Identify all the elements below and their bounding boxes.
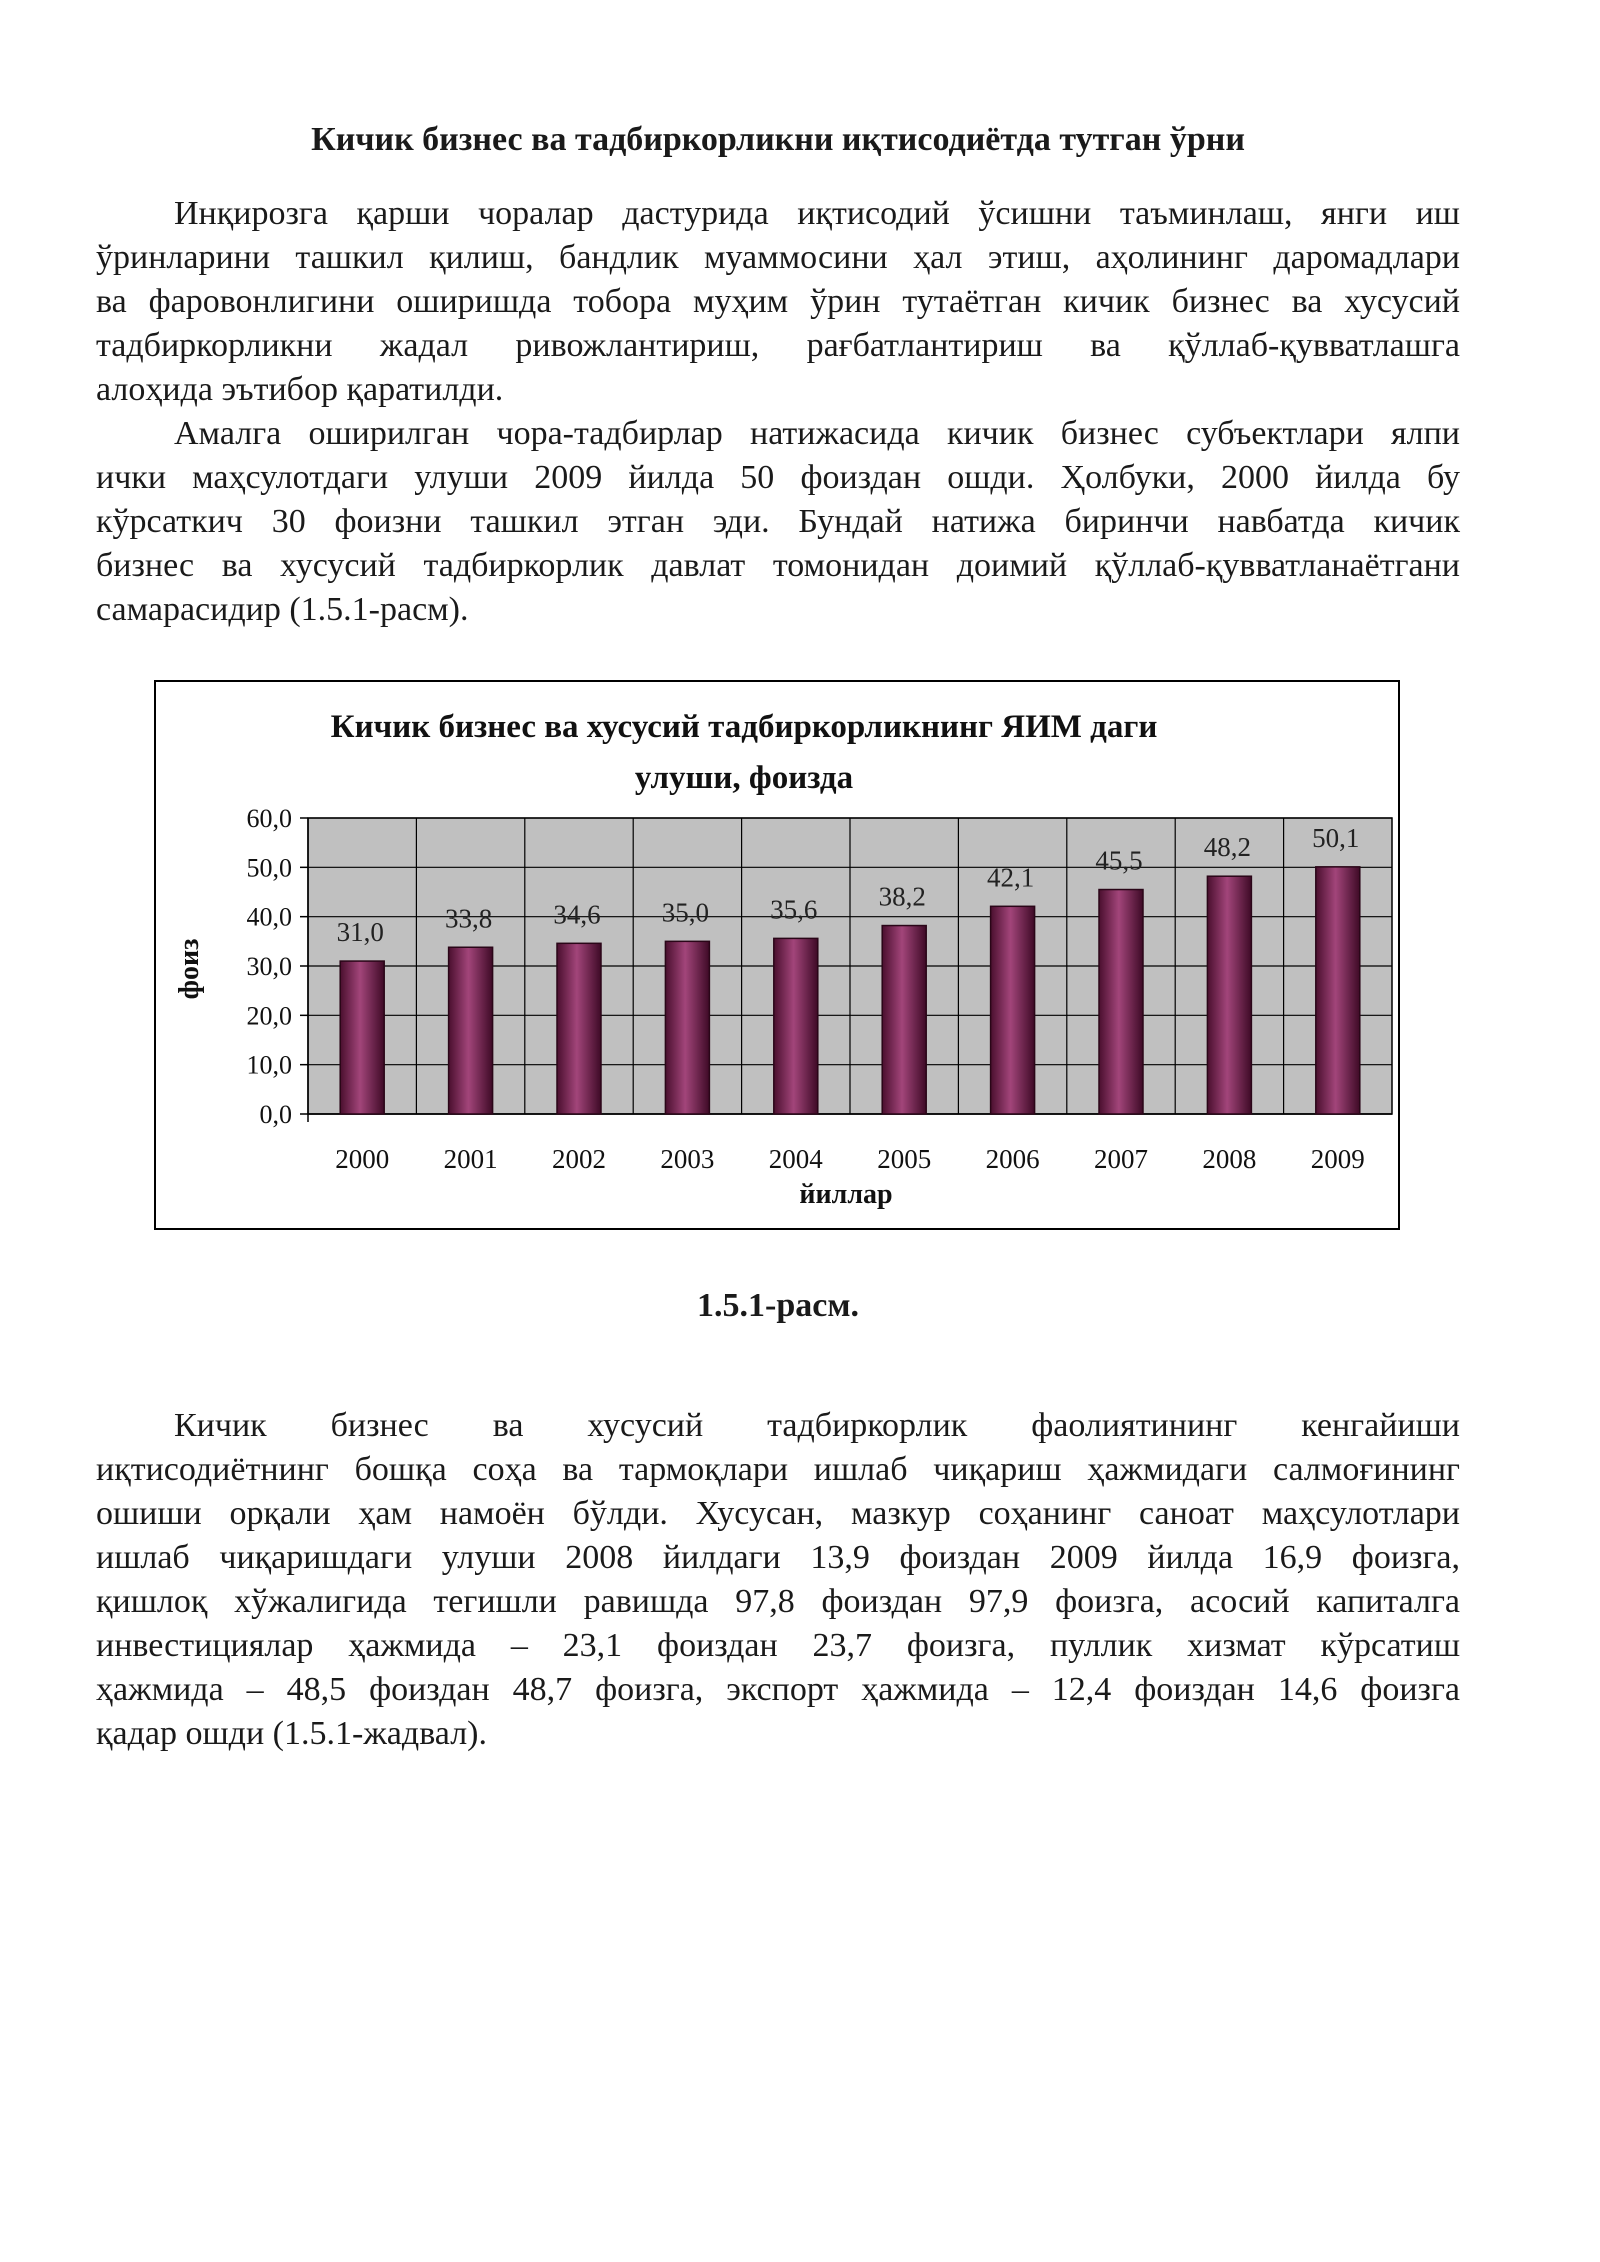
x-tick-label: 2000 [335,1144,390,1174]
y-tick-label: 60,0 [246,804,292,833]
chart-title-line-1: Кичик бизнес ва хусусий тадбиркорликнинг ЯИМ даги [330,709,1158,745]
y-tick-label: 40,0 [246,902,292,932]
bar [991,906,1035,1114]
x-tick-label: 2005 [877,1144,932,1174]
data-label: 33,8 [444,903,493,934]
bar [882,926,926,1114]
paragraph-line: кўрсаткич 30 фоизни ташкил этган эди. Бундай натижа биринчи навбатда кичик [96,503,1460,540]
paragraph-1 [96,192,1460,412]
x-tick-label: 2007 [1094,1144,1148,1174]
x-tick-label: 2002 [552,1144,606,1174]
paragraph-line: инвестициялар ҳажмида – 23,1 фоиздан 23,7 фоизга, пуллик хизмат кўрсатиш [96,1627,1460,1664]
paragraph-3 [96,1404,1460,1756]
paragraph-line: тадбиркорликни жадал ривожлантириш, рағбатлантириш ва қўллаб-қувватлашга [96,327,1460,364]
data-label: 31,0 [336,917,384,948]
paragraph-line: ички маҳсулотдаги улуши 2009 йилда 50 фоиздан ошди. Ҳолбуки, 2000 йилда бу [96,459,1460,496]
bar [665,941,709,1114]
bar [1316,867,1360,1114]
paragraph-line: иқтисодиётнинг бошқа соҳа ва тармоқлари ишлаб чиқариш ҳажмидаги салмоғининг [96,1451,1460,1488]
paragraph-line: Амалга оширилган чора-тадбирлар натижасида кичик бизнес субъектлари ялпи [174,415,1460,452]
data-label: 42,1 [986,862,1035,893]
chart-title-line-2: улуши, фоизда [634,760,854,796]
x-tick-label: 2001 [443,1144,498,1174]
bar [449,947,493,1114]
bar [1207,876,1251,1114]
chart-frame [154,680,1400,1230]
paragraph-line: Кичик бизнес ва хусусий тадбиркорлик фаолиятининг кенгайиши [174,1407,1460,1444]
y-tick-label: 50,0 [246,853,292,883]
data-label: 48,2 [1203,832,1252,863]
page-title: Кичик бизнес ва тадбиркорликни иқтисодиётда тутган ўрни [311,121,1245,158]
bar [1099,890,1143,1114]
data-label: 35,0 [661,897,710,928]
paragraph-line: Инқирозга қарши чоралар дастурида иқтисодий ўсишни таъминлаш, янги иш [174,195,1460,232]
paragraph-2 [96,412,1460,632]
x-tick-label: 2008 [1202,1144,1257,1174]
paragraph-line: самарасидир (1.5.1-расм). [96,591,469,628]
paragraph-line: қадар ошди (1.5.1-жадвал). [96,1715,487,1752]
paragraph-line: алоҳида эътибор қаратилди. [96,371,504,408]
bar [557,943,601,1114]
bar [774,938,818,1114]
y-tick-label: 10,0 [246,1050,292,1080]
x-tick-label: 2009 [1310,1144,1365,1174]
paragraph-line: ўринларини ташкил қилиш, бандлик муаммосини ҳал этиш, аҳолининг даромадлари [96,239,1460,276]
x-tick-label: 2004 [768,1144,823,1174]
y-axis-label: фоиз [174,938,205,1000]
paragraph-line: бизнес ва хусусий тадбиркорлик давлат томонидан доимий қўллаб-қувватланаётгани [96,547,1460,584]
figure-caption: 1.5.1-расм. [697,1287,859,1324]
x-tick-label: 2003 [660,1144,715,1174]
paragraph-line: ишлаб чиқаришдаги улуши 2008 йилдаги 13,9 фоиздан 2009 йилда 16,9 фоизга, [96,1539,1460,1576]
bar-chart [156,682,1398,1228]
bar [340,961,384,1114]
x-axis-label: йиллар [799,1179,893,1210]
data-label: 50,1 [1312,822,1360,853]
y-tick-label: 0,0 [259,1100,292,1129]
y-tick-label: 20,0 [246,1001,292,1031]
paragraph-line: ошиши орқали ҳам намоён бўлди. Хусусан, мазкур соҳанинг саноат маҳсулотлари [96,1495,1460,1532]
data-label: 45,5 [1095,845,1143,876]
y-tick-label: 30,0 [246,952,292,981]
data-label: 35,6 [770,894,818,925]
paragraph-line: ҳажмида – 48,5 фоиздан 48,7 фоизга, экспорт ҳажмида – 12,4 фоиздан 14,6 фоизга [96,1671,1460,1708]
data-label: 38,2 [878,881,926,912]
paragraph-line: қишлоқ хўжалигида тегишли равишда 97,8 фоиздан 97,9 фоизга, асосий капиталга [96,1583,1460,1620]
x-tick-label: 2006 [985,1144,1040,1174]
paragraph-line: ва фаровонлигини оширишда тобора муҳим ўрин тутаётган кичик бизнес ва хусусий [96,283,1460,320]
data-label: 34,6 [553,899,601,930]
